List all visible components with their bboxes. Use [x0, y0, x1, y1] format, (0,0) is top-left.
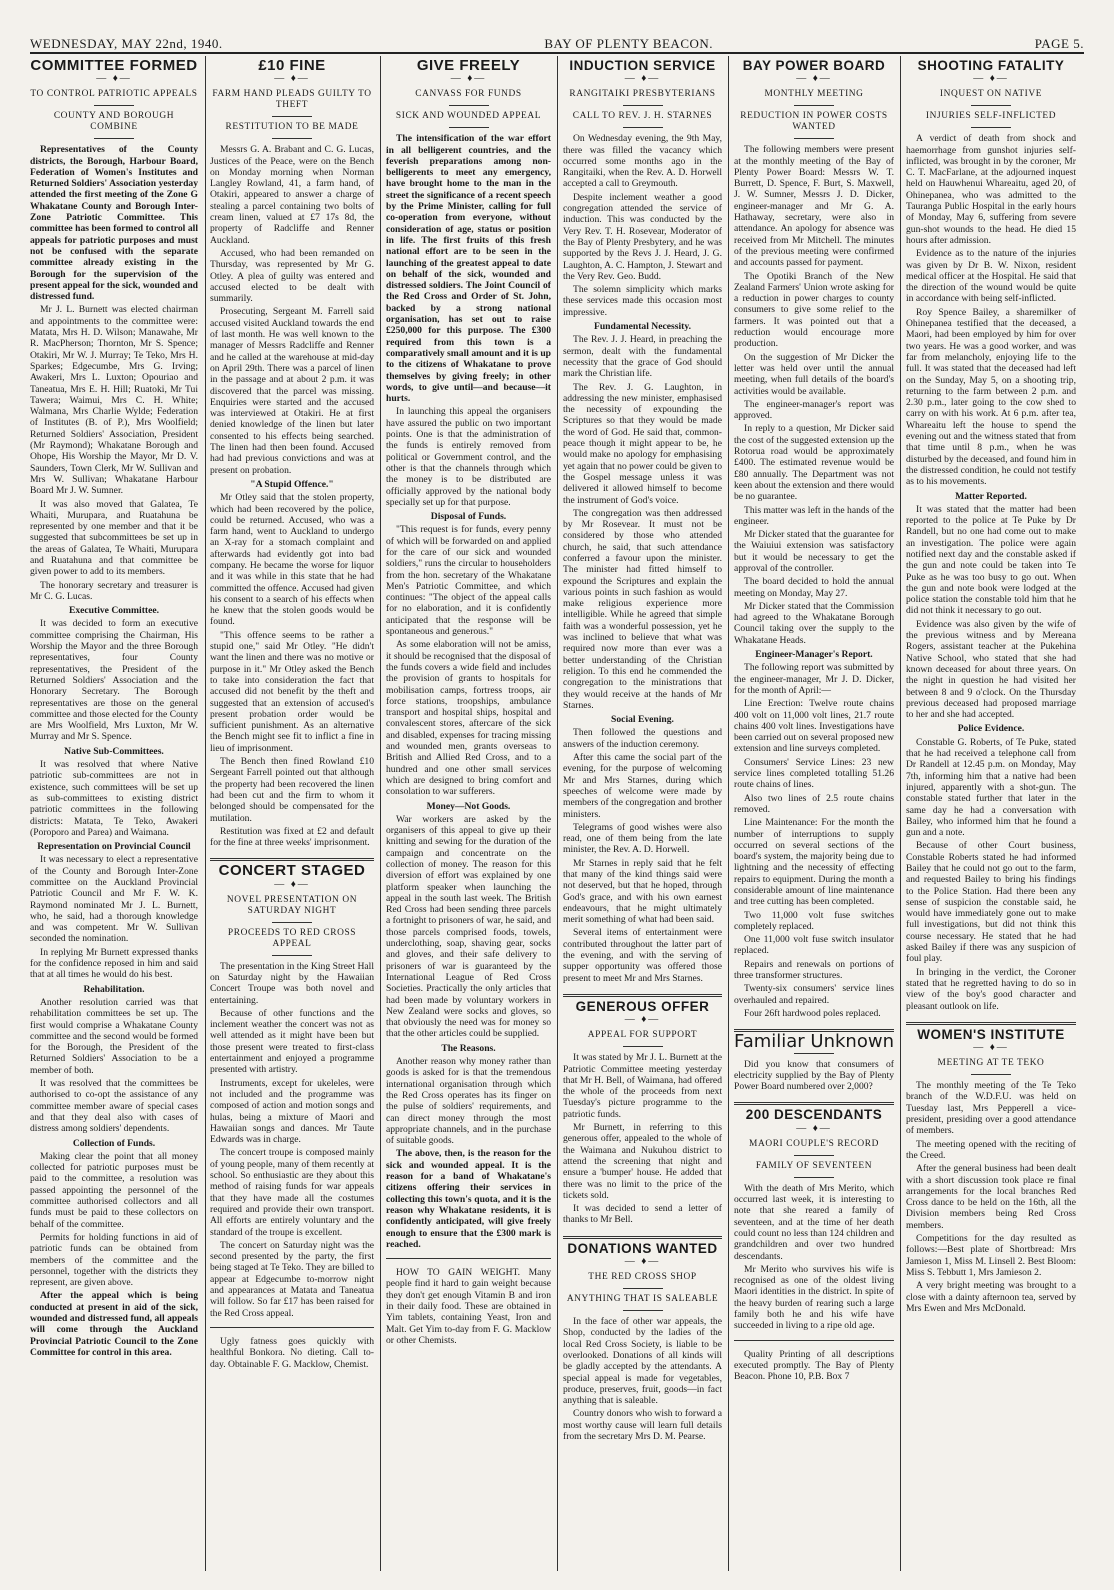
paragraph: The presentation in the King Street Hall on Saturday night by the Hawaiian Concert Troupe was both novel and entertaining. — [210, 960, 374, 1006]
paragraph: Then followed the questions and answers of the induction ceremony. — [563, 727, 722, 750]
masthead — [30, 32, 1084, 52]
side-heading: Rehabilitation. — [83, 983, 145, 995]
paragraph: Messrs G. A. Brabant and C. G. Lucas, Justices of the Peace, were on the Bench on Monday morning when Norman Langley Rowland, 41, a farm hand, of Otakiri, appeared to answer a charge of stealing a parcel containing two bolts of cream linen, valued at £7 17s 8d, the property of Radcliffe and Renner Auckland. — [210, 144, 374, 246]
paragraph: After the appeal which is being conducted at present in aid of the sick, wounded and distressed fund, all appeals will come through the Auckland Provincial Patriotic Council to the Zone Committee for control in this area. — [30, 1290, 198, 1358]
paragraph: It was necessary to elect a representative of the County and Borough Inter-Zone committee on the Auckland Provincial Patriotic Council and Mr F. W. K. Raymond nominated Mr J. L. Burnett, who, he said, had a thorough knowledge and was competent. Mr W. Sullivan seconded the nomination. — [30, 854, 198, 945]
paragraph: In bringing in the verdict, the Coroner stated that he regretted having to do so in view of the boy's good character and pleasant outlook on life. — [906, 966, 1076, 1012]
paragraph: Instruments, except for ukeleles, were not included and the programme was composed of action and motion songs and hulas, being a mixture of Maori and Hawaiian songs and dances. Mr Taute Edwards was in charge. — [210, 1077, 374, 1146]
article-separator — [210, 858, 374, 861]
paragraph: The Bench then fined Rowland £10 Sergeant Farrell pointed out that although the property had been recovered the linen had been cut and the firm to whom it belonged should be compensated for the mutilation. — [210, 756, 374, 824]
paragraph: Several items of entertainment were contributed throughout the latter part of the evening, and with the serving of supper opportunity was offered those present to meet Mr and Mrs Starnes. — [563, 927, 722, 984]
paragraph: Mr Burnett, in referring to this generous offer, appealed to the whole of the Waimana and Nukuhou district to attend the screening that night and ensure a 'bumper' house. He added that there was no limit to the price of the tickets sold. — [563, 1122, 722, 1201]
headline-womens-institute: WOMEN'S INSTITUTE — [917, 1026, 1065, 1042]
subhead: PROCEEDS TO RED CROSS APPEAL — [227, 927, 357, 949]
side-heading: Collection of Funds. — [72, 1137, 156, 1149]
paragraph: Because of other functions and the inclement weather the concert was not as well attended as it might have been but those present were treated to first-class entertainment and enjoyed a programme presented with artistry. — [210, 1007, 374, 1076]
column-divider — [380, 56, 381, 1571]
paragraph: It was decided to form an executive committee comprising the Chairman, His Worship the Mayor and the three Borough representatives, four County representatives, the President of the Returned Soldiers' Association and the Honorary Secretary. The Borough representatives are those on the general committee and those elected for the County are Mrs Woolfield, Mrs Luxton, Mr W. Murray and Mr S. Spence. — [30, 618, 198, 743]
paragraph: Prosecuting, Sergeant M. Farrell said accused visited Auckland towards the end of last month. He was well known to the manager of Messrs Radcliffe and Renner and he called at the warehouse at mid-day on April 29th. There was a parcel of linen in the passage and at about 2 p.m. it was discovered that the parcel was missing. Enquiries were started and the accused was interviewed at Otakiri. He at first denied knowledge of the linen but later consented to his effects being searched. The linen had then been found. Accused had had previous convictions and was at present on probation. — [210, 306, 374, 476]
divider — [272, 922, 312, 923]
paragraph: Telegrams of good wishes were also read, one of them being from the late minister, the Rev. A. D. Horwell. — [563, 821, 722, 856]
side-heading: Money—Not Goods. — [426, 800, 511, 812]
ornament — [30, 72, 198, 86]
paragraph: Twenty-six consumers' service lines overhauled and repaired. — [734, 983, 894, 1006]
paragraph: The monthly meeting of the Te Teko branch of the W.D.F.U. was held on Tuesday last, Mrs Pepperell a vice-president, presiding over a good attendance of members. — [906, 1080, 1076, 1137]
paragraph: Evidence was also given by the wife of the previous witness and by Mereana Rogers, assistant teacher at the Pukehina Native School, who stated that she had known deceased for about three years. On the night in question he had visited her between 8 and 9 o'clock. On the Thursday previous deceased had proposed marriage to her and she had accepted. — [906, 618, 1076, 721]
subhead: REDUCTION IN POWER COSTS WANTED — [740, 111, 888, 133]
headline-concert-staged: CONCERT STAGED — [218, 862, 366, 880]
column-ten-pound-fine — [210, 56, 374, 1571]
lead-paragraph: Representatives of the County districts, the Borough, Harbour Board, Federation of Women's Institutes and Returned Soldiers' Association yesterday attended the first meeting of the Zone G Whakatane County and Borough Inter-Zone Patriotic Committee. This committee has been formed to control all appeals for patriotic purposes and must not be confused with the separate committee already existing in the Borough for the supervision of the present appeal for the sick, wounded and distressed fund. — [30, 144, 198, 303]
side-heading: Disposal of Funds. — [430, 511, 507, 523]
subhead: THE RED CROSS SHOP — [588, 1272, 697, 1283]
subhead: FAMILY OF SEVENTEEN — [755, 1160, 873, 1171]
lead-paragraph: The intensification of the war effort in all belligerent countries, and the feverish preparations among non-belligerents to meet any emergency, have brought home to the man in the street the significance of a recent speech by the Prime Minister, calling for full co-operation from everyone, without consideration of age, status or position in life. The first fruits of this fresh national effort are to be seen in the launching of the greatest appeal to date on behalf of the sick, wounded and distressed soldiers. The Joint Council of the Red Cross and Order of St. John, backed by a strong national organisation, has set out to raise £250,000 for this purpose. The £300 required from this town is a comparatively small amount and it is up to the citizens of Whakatane to prove themselves by giving freely; in other words, to give until—and because—it hurts. — [386, 133, 551, 405]
paragraph: On the suggestion of Mr Dicker the letter was held over until the annual meeting, when full details of the board's activities would be available. — [734, 351, 894, 397]
masthead-date: WEDNESDAY, MAY 22nd, 1940. — [30, 36, 223, 51]
paragraph: War workers are asked by the organisers of this appeal to give up their knitting and sewing for the duration of the campaign and concentrate on the collection of money. The reason for this diversion of effort was explained by one platform speaker when launching the appeal in the south last week. The British Red Cross had been sending three parcels a fortnight to prisoners of war, he said, and those parcels comprised foods, towels, underclothing, soap, shaving gear, socks and gloves, and their safe delivery to prisoners of war is guaranteed by the International League of Red Cross Societies. Practically the only articles that had been made by voluntary workers in New Zealand were socks and gloves, so that obviously the need was for money so that the other articles could be supplied. — [386, 813, 551, 1040]
divider — [794, 105, 834, 106]
divider — [272, 955, 312, 956]
paragraph: Roy Spence Bailey, a sharemilker of Ohinepanea testified that the deceased, a Maori, had been employed by him for over two years. He was a good worker, and was far from melancholy, enjoying life to the full. It was stated that the deceased had left on the Sunday, May 5, on a shooting trip, returning to the farm between 2 p.m. and 2.30 p.m., later going to the cow shed to carry on with his work. At 6 p.m. after tea, Whareaitu left the house to spend the evening out and the witness stated that from that time until 8 p.m., when he was disturbed by the deceased, and found him in the distressed condition, he could not testify as to his movements. — [906, 306, 1076, 488]
paragraph: Mr Dicker stated that the Commission had agreed to the Whakatane Borough Council taking over the supply to the Whakatane Heads. — [734, 600, 894, 646]
column-divider — [728, 56, 729, 1571]
article-separator — [906, 1022, 1076, 1025]
paragraph: The following members were present at the monthly meeting of the Bay of Plenty Power Board: Messrs W. T. Burrett, D. Spence, F. Burt, S. Maxwell, J. W. Sumner, Messrs J. D. Dicker, engineer-manager and Mr G. A. Hathaway, secretary, were also in attendance. An apology for absence was received from Mr Mitchell. The minutes of the previous meeting were confirmed and accounts passed for payment. — [734, 144, 894, 269]
subhead: ANYTHING THAT IS SALEABLE — [566, 1294, 719, 1305]
ornament — [906, 1041, 1076, 1055]
column-shooting-fatality — [906, 56, 1076, 1571]
side-heading: Fundamental Necessity. — [593, 321, 691, 333]
paragraph: Competitions for the day resulted as follows:—Best plate of Shortbread: Mrs Jamieson 1, Miss M. Linsell 2. Best Bloom: Miss S. Tebbutt 1, Mrs Jamieson 2. — [906, 1233, 1076, 1278]
paragraph: Country donors who wish to forward a most worthy cause will learn full details from the secretary Mrs D. M. Pearse. — [563, 1408, 722, 1442]
subhead: CANVASS FOR FUNDS — [415, 89, 522, 100]
ornament — [210, 72, 374, 86]
paragraph: In launching this appeal the organisers have assured the public on two important points. One is that the administration of the funds is entirely removed from political or Government control, and the other is that the channels through which the money is to be distributed are officially approved by the national body specially set up for that purpose. — [386, 406, 551, 508]
paragraph: The honorary secretary and treasurer is Mr C. G. Lucas. — [30, 579, 198, 602]
paragraph: One 11,000 volt fuse switch insulator replaced. — [734, 934, 894, 957]
paragraph: The concert on Saturday night was the second presented by the party, the first being staged at Te Teko. They are billed to appear at Edgecumbe to-morrow night and appearances at Matata and Taneatua will follow. So far £17 has been raised for the Red Cross appeal. — [210, 1239, 374, 1319]
divider — [623, 1046, 663, 1047]
ornament — [734, 1122, 894, 1136]
paragraph: In reply to a question, Mr Dicker said the cost of the suggested extension up the Rotorua road would be approximately £400. The estimated revenue would be £80 annually. The Department was not keen about the extension and there would be no guarantee. — [734, 423, 894, 503]
paragraph: Did you know that consumers of electricity supplied by the Bay of Plenty Power Board numbered over 2,000? — [734, 1058, 894, 1093]
paragraph: Repairs and renewals on portions of three transformer structures. — [734, 958, 894, 982]
subhead: NOVEL PRESENTATION ON SATURDAY NIGHT — [226, 894, 358, 916]
paragraph: Permits for holding functions in aid of patriotic funds can be obtained from members of the committee and the personnel, together with the districts they represent, are given above. — [30, 1231, 198, 1289]
column-divider — [900, 56, 901, 1571]
paragraph: Evidence as to the nature of the injuries was given by Dr B. W. Nixon, resident medical officer at the Hospital. He said that the direction of the wound would be quite in accordance with being self-inflicted. — [906, 248, 1076, 305]
divider — [794, 1053, 834, 1054]
paragraph: The Opotiki Branch of the New Zealand Farmers' Union wrote asking for a reduction in power charges to county consumers to give some relief to the farmers. It was pointed out that a reduction would encourage more production. — [734, 270, 894, 350]
paragraph: It was also moved that Galatea, Te Whaiti, Murupara, and Ruatahuna be represented by one member and that it be suggested that subcommittees be set up in the areas of Galatea, Te Whaiti, Murupara and Ruatahuna and that committee be given power to add to its members. — [30, 498, 198, 578]
subhead: APPEAL FOR SUPPORT — [587, 1030, 698, 1041]
headline-donations-wanted: DONATIONS WANTED — [567, 1240, 718, 1256]
paragraph: Making clear the point that all money collected for patriotic purposes must be paid to the committee, a resolution was passed appointing the personnel of the committee authorised collectors and all funds must be paid to these collectors on behalf of the committee. — [30, 1150, 198, 1230]
side-heading: Executive Committee. — [68, 605, 160, 617]
paragraph: A verdict of death from shock and haemorrhage from gunshot injuries self-inflicted, was brought in by the coroner, Mr C. T. MacFarlane, at the adjourned inquest held on Hauwhenui Whareaitu, aged 20, of Ohinepanea, who was admitted to the Tauranga Public Hospital in the early hours of Monday, May 6, suffering from severe gun-shot wounds to the head. He died 15 hours after admission. — [906, 133, 1076, 246]
advertisement-printing: Quality Printing of all descriptions executed promptly. The Bay of Plenty Beacon. Phone 10, P.B. Box 7 — [734, 1348, 894, 1383]
side-heading: Native Sub-Committees. — [64, 745, 164, 757]
column-divider — [557, 56, 558, 1571]
divider — [94, 105, 134, 106]
divider — [94, 138, 134, 139]
paragraph: Constable G. Roberts, of Te Puke, stated that he had received a telephone call from Dr Randell at 12.45 p.m. on Monday, May 7th, informing him that a native had been injured, apparently with a shot-gun. The constable stated further that later in the same day he had a conversation with Bailey, who informed him that he found a gun and a note. — [906, 736, 1076, 839]
paragraph: It was decided to send a letter of thanks to Mr Bell. — [563, 1203, 722, 1226]
paragraph: It was resolved that where Native patriotic sub-committees are not in existence, such committees will be set up as sub-committees to existing district patriotic committees in the following districts: Matata, Te Teko, Awakeri (Poroporo and Pareа) and Waimana. — [30, 759, 198, 838]
article-separator — [563, 994, 722, 997]
headline-give-freely: GIVE FREELY — [416, 57, 521, 74]
divider — [971, 1074, 1011, 1075]
paragraph: Also two lines of 2.5 route chains removed. — [734, 792, 894, 815]
paragraph: Mr J. L. Burnett was elected chairman and appointments to the committee were: Matata, Mrs H. D. Wilson; Manawahe, Mr R. MacPherson; Thornton, Mr S. Spence; Otakiri, Mr W. J. Murray; Te Teko, Mrs H. Sparkes; Edgecumbe, Mrs G. Irving; Awakeri, Mrs L. Luxton; Opouriao and Taneatua, Mrs E. H. Hill; Ruatoki, Mr Tui Tawera; Waimui, Mrs C. H. White; Walmana, Mrs Charlie Wylde; Federation of Institutes (B. of P.), Mrs Woolfield; Returned Soldiers' Association, President (Mr Raymond); Whakatane Borough and Ohope, His Worship the Mayor, Mr D. V. Saunders, Town Clerk, Mr W. Sullivan and Mrs W. Sullivan; Whakatane Harbour Board Mr J. W. Sumner. — [30, 304, 198, 497]
divider — [623, 105, 663, 106]
ornament — [734, 72, 894, 86]
headline-bay-power-board: BAY POWER BOARD — [742, 58, 886, 73]
paragraph: Line Maintenance: For the month the number of interruptions to supply occurred on several sections of the board's system, the majority being due to lightning and the necessity of effecting repairs to equipment. During the month a considerable amount of line maintenance and tree cutting has been completed. — [734, 817, 894, 908]
paragraph: Another resolution carried was that rehabilitation committees be set up. The first would comprise a Whakatane County committee and the second would be formed for the Borough, the President of the Returned Soldiers' Association to be a member of both. — [30, 996, 198, 1076]
paragraph: Mr Starnes in reply said that he felt that many of the kind things said were not deserved, but that he hoped, through God's grace, and with his own earnest endeavours, that he might ultimately merit something of what had been said. — [563, 857, 722, 926]
subhead: TO CONTROL PATRIOTIC APPEALS — [30, 89, 198, 100]
divider — [272, 116, 312, 117]
article-separator — [563, 1236, 722, 1239]
subhead: RANGITAIKI PRESBYTERIANS — [569, 89, 716, 100]
paragraph: The above, then, is the reason for the sick and wounded appeal. It is the reason for a band of Whakatane's citizens offering their services in collecting this town's quota, and it is the reason why Whakatane residents, it is confidently anticipated, will give freely enough to ensure that the £300 mark is reached. — [386, 1148, 551, 1250]
paragraph: Because of other Court business, Constable Roberts stated he had informed Bailey that he could not go out to the farm, and requested Bailey to bring his findings to the Police Station. Had there been any sense of suspicion the constable said, he would have immediately gone out to make full investigations, but did not think this course necessary. He stated that he had asked Bailey if there was any suspicion of foul play. — [906, 840, 1076, 965]
column-committee-formed — [30, 56, 198, 1571]
headline-ten-pound-fine: £10 FINE — [258, 57, 326, 74]
headline-familiar-unknown: Familiar Unknown — [734, 1031, 894, 1053]
side-heading: Engineer-Manager's Report. — [755, 649, 873, 661]
paragraph: This matter was left in the hands of the engineer. — [734, 504, 894, 527]
ornament — [563, 1255, 722, 1269]
subhead: MONTHLY MEETING — [764, 89, 864, 100]
paragraph: Mr Dicker stated that the guarantee for the Waiuiui extension was satisfactory but it would be necessary to get the approval of the controller. — [734, 529, 894, 574]
divider — [794, 138, 834, 139]
paragraph: Consumers' Service Lines: 23 new service lines completed totalling 51.26 route chains of lines. — [734, 756, 894, 791]
headline-shooting-fatality: SHOOTING FATALITY — [917, 58, 1065, 73]
paragraph: "This offence seems to be rather a stupid one," said Mr Otley. "He didn't want the linen and there was no motive or purpose in it." Mr Otley asked the Bench to take into consideration the fact that accused did not benefit by the theft and suggested that an extension of accused's present probation order would be sufficient punishment. As an alternative the Bench might see fit to inflict a fine in lieu of imprisonment. — [210, 629, 374, 754]
headline-200-descendants: 200 DESCENDANTS — [745, 1107, 883, 1123]
headline-induction-service: INDUCTION SERVICE — [569, 58, 716, 73]
paragraph: The Rev. J. J. Heard, in preaching the sermon, dealt with the fundamental necessity that the grace of God should mark the Christian life. — [563, 334, 722, 380]
subhead: COUNTY AND BOROUGH COMBINE — [53, 111, 175, 133]
paragraph: It was resolved that the committees be authorised to co-opt the assistance of any committee member aware of special cases and that they deal also with cases of distress among soldiers' dependents. — [30, 1078, 198, 1135]
side-heading: Matter Reported. — [955, 490, 1027, 502]
subhead: INQUEST ON NATIVE — [939, 89, 1043, 100]
divider — [449, 105, 489, 106]
paragraph: Another reason why money rather than goods is asked for is that the tremendous international organisation through which the Red Cross operates has its finger on the pulse of soldiers' requirements, and can direct money through the most appropriate channels, and in the purchase of suitable goods. — [386, 1056, 551, 1147]
divider — [623, 127, 663, 128]
paragraph: "This request is for funds, every penny of which will be forwarded on and applied for the care of our sick and wounded soldiers," runs the circular to householders from the hon. secretary of the Whakatane Men's Patriotic Committee, and which continues: "The object of the appeal calls for no elaboration, and it is confidently anticipated that the response will be spontaneous and generous." — [386, 524, 551, 638]
paragraph: The meeting opened with the reciting of the Creed. — [906, 1138, 1076, 1161]
advertisement-yim: HOW TO GAIN WEIGHT. Many people find it hard to gain weight because they don't get enough Vitamin B and iron in their daily food. These are obtained in Yim tablets, containing Yeast, Iron and Malt. Get Yim to-day from F. G. Macklow or other Chemists. — [386, 1267, 551, 1346]
divider — [794, 1155, 834, 1156]
ornament — [563, 72, 722, 86]
paragraph: It was stated by Mr J. L. Burnett at the Patriotic Committee meeting yesterday that Mr H. Bell, of Waimana, had offered the whole of the proceeds from next Tuesday's picture programme to the patriotic funds. — [563, 1052, 722, 1120]
subhead: RESTITUTION TO BE MADE — [225, 122, 359, 133]
paragraph: Four 26ft hardwood poles replaced. — [744, 1007, 881, 1019]
ornament — [906, 72, 1076, 86]
divider — [971, 127, 1011, 128]
ornament — [210, 878, 374, 892]
paragraph: Restitution was fixed at £2 and default for the fine at three weeks' imprisonment. — [210, 825, 374, 849]
side-heading: Representation on Provincial Council — [37, 841, 191, 853]
divider — [449, 127, 489, 128]
divider — [623, 1288, 663, 1289]
paragraph: It was stated that the matter had been reported to the police at Te Puke by Dr Randell, but no one had come out to make an investigation. The police were again notified next day and the constable asked if the gun and note could be taken into Te Puke as he was too busy to go out. When the gun and note book were lodged at the police station the constable told him that he did not think it necessary to go out. — [906, 503, 1076, 617]
paragraph: Mr Merito who survives his wife is recognised as one of the oldest living Maori identities in the district. In spite of the heavy burden of rearing such a large family both he and his wife have succeeded in living to a ripe old age. — [734, 1263, 894, 1332]
paragraph: In replying Mr Burnett expressed thanks for the confidence reposed in him and said that at all times he would do his best. — [30, 946, 198, 981]
paragraph: The solemn simplicity which marks these services made this occasion most impressive. — [563, 284, 722, 318]
subhead: SICK AND WOUNDED APPEAL — [395, 111, 542, 122]
headline-generous-offer: GENEROUS OFFER — [575, 998, 710, 1014]
ornament — [386, 72, 551, 86]
masthead-rule — [30, 52, 1084, 54]
side-heading: Social Evening. — [611, 714, 674, 726]
paragraph: Accused, who had been remanded on Thursday, was represented by Mr G. Otley. A plea of guilty was entered and accused elected to be dealt with summarily. — [210, 247, 374, 305]
divider — [623, 1310, 663, 1311]
column-bay-power-board — [734, 56, 894, 1571]
masthead-page-number: PAGE 5. — [1034, 36, 1084, 51]
paragraph: The following report was submitted by the engineer-manager, Mr J. D. Dicker, for the month of April:— — [734, 662, 894, 696]
divider — [794, 1177, 834, 1178]
paragraph: The Rev. J. G. Laughton, in addressing the new minister, emphasised the necessity of expounding the Scriptures so that they would be made the word of God. He said that, common-peace though it might appear to be, he would make no apology for emphasising yet again that no power could be given to the Gospel message unless it was delivered it allowed himself to become the instrument of God's voice. — [563, 381, 722, 506]
divider — [734, 1340, 894, 1341]
subhead: INJURIES SELF-INFLICTED — [925, 111, 1057, 122]
side-heading: "A Stupid Offence." — [250, 478, 334, 490]
advertisement-bonkora: Ugly fatness goes quickly with healthful Bonkora. No dieting. Call to-day. Obtainable F. G. Macklow, Chemist. — [210, 1335, 374, 1370]
column-induction-service — [563, 56, 722, 1571]
paragraph: A very bright meeting was brought to a close with a dainty afternoon tea, served by Mrs Ewen and Mrs McDonald. — [906, 1280, 1076, 1314]
paragraph: After the general business had been dealt with a short discussion took place re final arrangements for the local branches Red Cross dance to be held on the 16th, all the Division members being Red Cross members. — [906, 1163, 1076, 1231]
paragraph: With the death of Mrs Merito, which occurred last week, it is interesting to note that she reared a family of seventeen, and at the time of her death could count no less than 124 children and grandchildren and over two hundred descendants. — [734, 1182, 894, 1262]
subhead: MAORI COUPLE'S RECORD — [749, 1138, 879, 1149]
paragraph: Mr Otley said that the stolen property, which had been recovered by the police, could be returned. Accused, who was a farm hand, went to Auckland to undergo an X-ray for a stomach complaint and afterwards had evidently got into bad company. He became the worse for liquor and it was while in this state that he had committed the offence. Accused had given his consent to a search of his effects when he knew that the stolen goods would be found. — [210, 492, 374, 628]
paragraph: The board decided to hold the annual meeting on Monday, May 27. — [734, 576, 894, 599]
subhead: MEETING AT TE TEKO — [937, 1058, 1045, 1069]
paragraph: The concert troupe is composed mainly of young people, many of them recently at school. So enthusiastic are they about this method of raising funds for war appeals that they have made all the costumes required and provide their own transport. All efforts are entirely voluntary and the standard of the troupe is excellent. — [210, 1147, 374, 1238]
article-separator — [734, 1102, 894, 1105]
divider — [386, 1258, 551, 1259]
side-heading: Police Evidence. — [957, 723, 1025, 735]
divider — [272, 138, 312, 139]
subhead: CALL TO REV. J. H. STARNES — [572, 111, 713, 122]
paragraph: In the face of other war appeals, the Shop, conducted by the ladies of the local Red Cross Society, is liable to be overlooked. Donations of all kinds will be gladly accepted by the attendants. A special appeal is made for vegetables, produce, preserves, fruit, goods—in fact anything that is saleable. — [563, 1316, 722, 1407]
masthead-paper-name: BAY OF PLENTY BEACON. — [544, 36, 714, 51]
paragraph: After this came the social part of the evening, for the purpose of welcoming Mr and Mrs Starnes, during which speeches of welcome were made by members of the congregation and brother ministers. — [563, 752, 722, 820]
paragraph: As some elaboration will not be amiss, it should be recognised that the disposal of the funds covers a wide field and includes the provision of grants to hospitals for mobilisation camps, fortress troops, air force stations, troopships, ambulance transport and hospital ships, hospital and convalescent stores, aftercare of the sick and disabled, expenses for tracing missing and wounded men, grants overseas to British and Allied Red Cross, and to a hundred and one other small services which are designed to bring comfort and consolation to war sufferers. — [386, 639, 551, 798]
divider — [971, 105, 1011, 106]
paragraph: Line Erection: Twelve route chains 400 volt on 11,000 volt lines, 21.7 route chains 400 volt lines. Investigations have been carried out on several proposed new extension and line surveys completed. — [734, 698, 894, 755]
divider — [210, 1327, 374, 1328]
paragraph: Two 11,000 volt fuse switches completely replaced. — [734, 909, 894, 932]
paragraph: On Wednesday evening, the 9th May, there was filled the vacancy which occurred some months ago in the Rangitaiki, when the Rev. A. D. Horwell accepted a call to Greymouth. — [563, 133, 722, 190]
paragraph: Despite inclement weather a good congregation attended the service of induction. This was conducted by the Very Rev. T. H. Rosevear, Moderator of the Bay of Plenty Presbytery, and he was supported by the Revs J. J. Heard, J. G. Laughton, A. C. Hampton, J. Stewart and the Very Rev. Geo. Budd. — [563, 191, 722, 282]
paragraph: The congregation was then addressed by Mr Rosevear. It must not be considered by those who attended church, he said, that such attendance conferred a favour upon the minister. The minister had fitted himself to expound the Scriptures and explain the various points in such fashion as would make religious experience more intelligible. While he agreed that simple faith was a wonderful possession, yet he was inclined to believe that what was required now more than ever was a better understanding of the Christian religion. To this end he commended the congregation to the ministrations that they would receive at the hands of Mr Starnes. — [563, 507, 722, 711]
subhead: FARM HAND PLEADS GUILTY TO THEFT — [212, 89, 372, 111]
side-heading: The Reasons. — [441, 1042, 496, 1054]
paragraph: The engineer-manager's report was approved. — [734, 398, 894, 422]
column-divider — [205, 56, 206, 1571]
column-give-freely — [386, 56, 551, 1571]
ornament — [563, 1013, 722, 1027]
headline-committee-formed: COMMITTEE FORMED — [30, 57, 198, 74]
